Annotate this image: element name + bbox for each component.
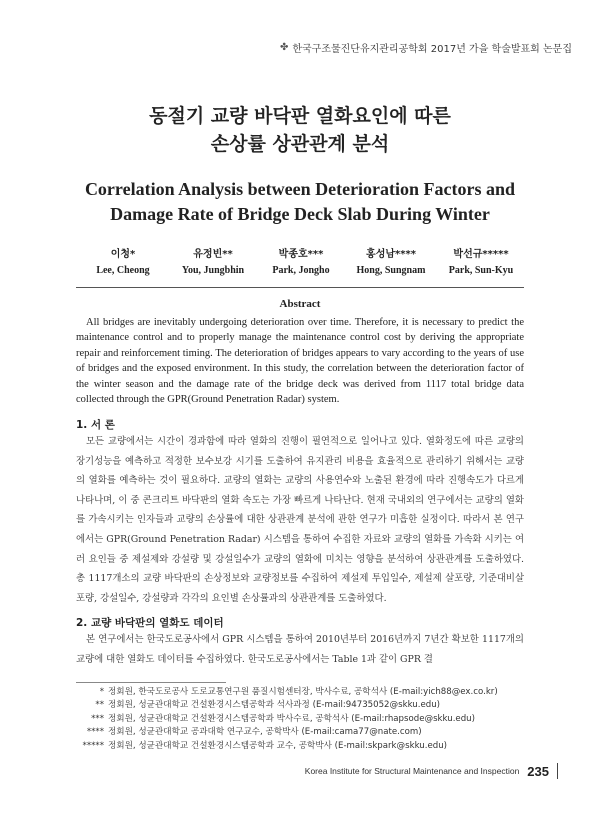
author-name-en: Park, Jongho <box>272 265 330 276</box>
footnote-5 <box>76 740 524 753</box>
author-name-ko: 박선규***** <box>453 249 509 260</box>
author-name-en: Hong, Sungnam <box>356 265 426 276</box>
footnote-text: 정회원, 성균관대학교 건설환경시스템공학과 교수, 공학박사 (E-mail:skpark@skku.edu) <box>108 740 448 751</box>
header-mark-icon: ✤ <box>279 42 289 53</box>
author-name-ko: 이청* <box>110 249 136 260</box>
section-2-text: 본 연구에서는 한국도로공사에서 GPR 시스템을 통하여 2010년부터 2016년까지 7년간 확보한 1117개의 교량에 대한 열화도 데이터를 수집하였다. 한국도로공사에서는 Table 1과 같이 GPR 결 <box>76 634 524 665</box>
footnote-text: 정회원, 성균관대학교 공과대학 연구교수, 공학박사 (E-mail:cama77@nate.com) <box>108 727 422 738</box>
footnote-divider <box>76 682 226 683</box>
footnote-text: 정회원, 한국도로공사 도로교통연구원 품질시험센터장, 박사수료, 공학석사 (E-mail:yich88@ex.co.kr) <box>108 687 498 697</box>
footer-divider <box>557 763 558 779</box>
footnote-3 <box>76 713 524 726</box>
footnote-mark: * <box>99 687 104 697</box>
footnote-text: 정회원, 성균관대학교 건설환경시스템공학과 석사과정 (E-mail:94735052@skku.edu) <box>108 700 441 711</box>
author-name-ko: 박종호*** <box>278 249 324 260</box>
abstract-heading: Abstract <box>279 298 321 310</box>
footnote-mark: ** <box>95 700 104 711</box>
divider-line <box>76 287 524 288</box>
author-name-en: Park, Sun-Kyu <box>448 265 514 276</box>
footer-journal-name: Korea Institute for Structural Maintenance and Inspection <box>304 766 520 776</box>
page-number: 235 <box>527 763 549 779</box>
title-korean-line1: 동절기 교량 바닥판 열화요인에 따른 <box>149 105 451 127</box>
author-name-ko: 홍성남**** <box>366 249 416 260</box>
footnote-mark: *** <box>91 713 104 724</box>
footnote-2 <box>76 699 524 712</box>
section-2-title: 2. 교량 바닥판의 열화도 데이터 <box>76 617 224 629</box>
page-footer <box>305 763 558 779</box>
title-english-line1: Correlation Analysis between Deterioration Factors and <box>84 179 516 199</box>
abstract-text: All bridges are inevitably undergoing deterioration over time. Therefore, it is necessary to predict the maintenance control and to properly manage the maintenance control cost by deriving the appropriate repair and reinforcement timing. The deterioration of bridges appears to vary according to the years of use of bridges and the exposed environment. In this study, the correlation between the deterioration factor of the winter season and the damage rate of the bridge deck was derived from 1117 total bridge data collected through the GPR(Ground Penetration Radar) system. <box>76 317 524 406</box>
section-1-text: 모든 교량에서는 시간이 경과함에 따라 열화의 진행이 필연적으로 일어나고 있다. 열화정도에 따른 교량의 장기성능을 예측하고 적정한 보수보강 시기를 도출하여 유지관리 비용을 효율적으로 관리하기 위해서는 교량의 열화를 예측하는 것이 필요하다. 교량의 열화는 교량의 사용연수와 노출된 환경에 따라 진행속도가 다르게 나타나며, 이 중 콘크리트 바닥판의 열화 속도는 가장 빠르게 나타난다. 현재 국내외의 연구에서는 교량의 열화를 가속시키는 인자들과 교량의 손상률에 대한 상관관계 분석에 관한 연구가 미흡한 실정이다. 따라서 본 연구에서는 GPR(Ground Penetration Radar) 시스템을 통하여 수집한 자료와 교량의 열화를 가속화 시키는 여러 요인들 중 제설제와 강설량 및 강설일수가 교량의 열화에 미치는 영향을 분석하여 상관관계를 도출하였다. 총 1117개소의 교량 바닥판의 손상정보와 교량정보를 수집하여 제설제 투입일수, 제설제 살포량, 기준대비살포량, 강설일수, 강설량과 각각의 요인별 손상률과의 상관관계를 도출하였다. <box>76 436 524 604</box>
title-english-line2: Damage Rate of Bridge Deck Slab During Winter <box>110 204 490 224</box>
author-name-en: Lee, Cheong <box>96 265 150 276</box>
footnotes <box>76 686 524 753</box>
running-header <box>280 40 572 55</box>
footnote-text: 정회원, 성균관대학교 건설환경시스템공학과 박사수료, 공학석사 (E-mail:rhapsode@skku.edu) <box>108 713 475 724</box>
title-korean-line2: 손상률 상관관계 분석 <box>210 133 390 155</box>
footnote-mark: **** <box>86 727 104 738</box>
footnote-mark: ***** <box>82 740 104 751</box>
footnote-4 <box>76 726 524 739</box>
author-name-en: You, Jungbhin <box>181 265 245 276</box>
section-1-title: 1. 서 론 <box>76 419 115 431</box>
running-title: 한국구조물진단유지관리공학회 2017년 가을 학술발표회 논문집 <box>292 44 572 55</box>
author-5 <box>426 247 536 279</box>
author-name-ko: 유정빈** <box>193 249 233 260</box>
footnote-1 <box>76 686 524 699</box>
